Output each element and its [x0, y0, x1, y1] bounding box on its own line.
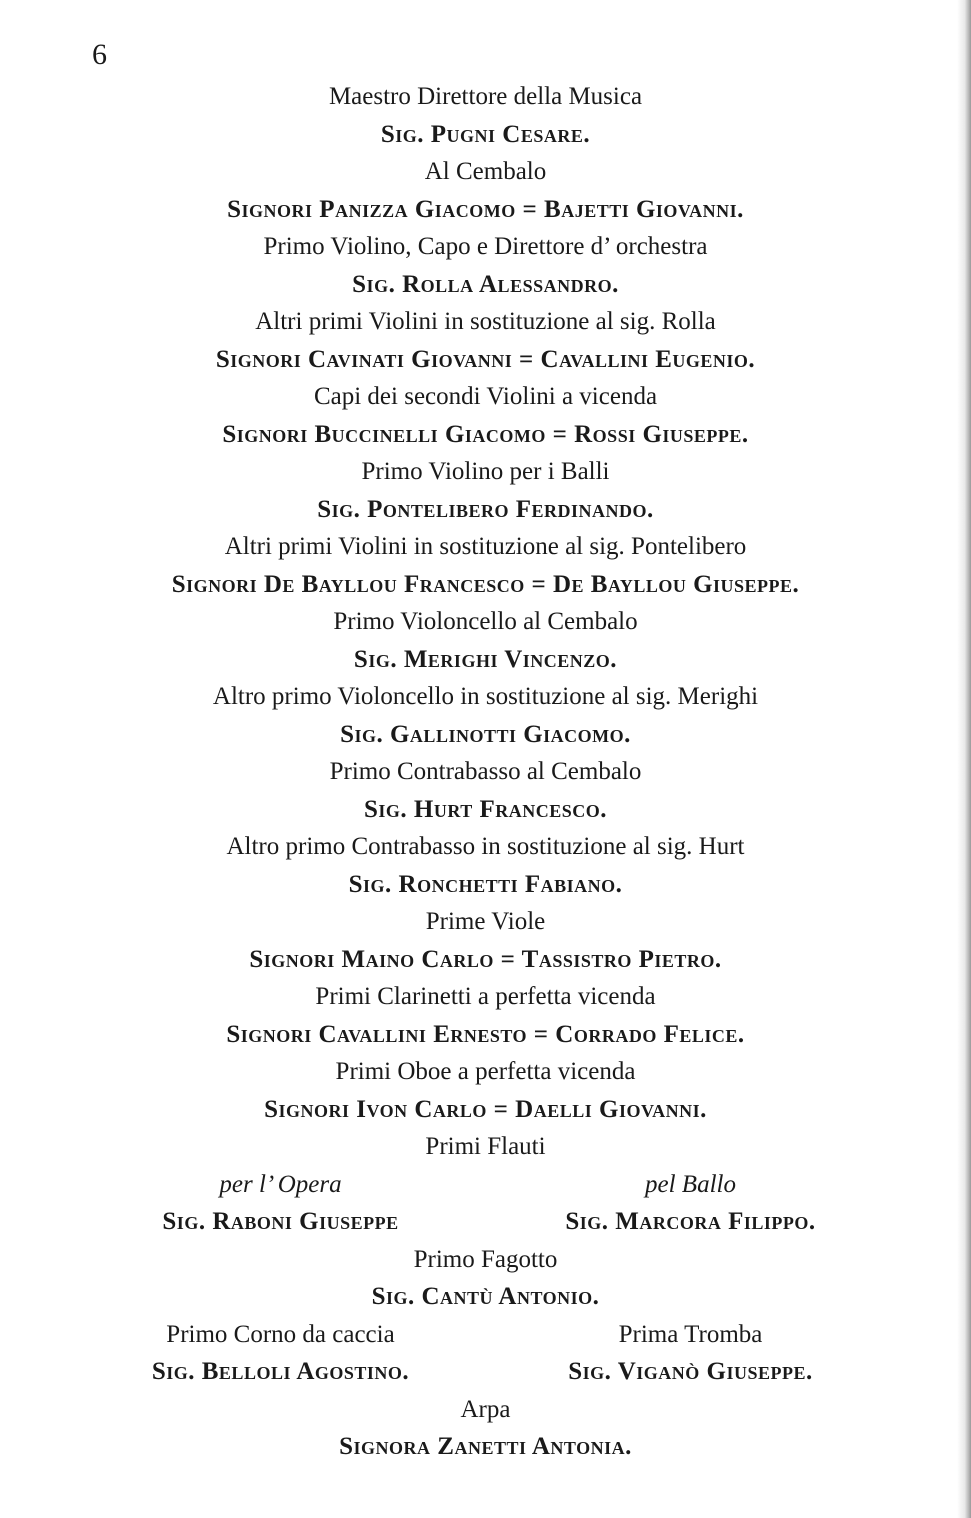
- names-line: Sig. Merighi Vincenzo.: [353, 645, 618, 673]
- corno-name: Sig. Belloli Agostino.: [151, 1358, 410, 1385]
- tromba-name: Sig. Viganò Giuseppe.: [568, 1358, 813, 1385]
- flauti-role-line: Primi Flauti: [425, 1133, 546, 1160]
- role-line: Altri primi Violini in sostituzione al sig. Rolla: [255, 308, 716, 335]
- role-line: Primi Oboe a perfetta vicenda: [335, 1058, 636, 1085]
- role-line: Altro primo Contrabasso in sostituzione al sig. Hurt: [226, 833, 745, 860]
- names-line: Sig. Rolla Alessandro.: [352, 270, 619, 298]
- names-line: Sig. Pugni Cesare.: [380, 120, 591, 148]
- names-line: Signori Maino Carlo = Tassistro Pietro.: [249, 945, 722, 973]
- flauti-names: [0, 1203, 971, 1241]
- opera-label: per l’ Opera: [219, 1170, 342, 1198]
- corno-tromba-roles: [0, 1316, 971, 1354]
- tromba-role: Prima Tromba: [618, 1320, 763, 1348]
- role-line: Altro primo Violoncello in sostituzione al sig. Merighi: [212, 683, 759, 710]
- names-line: Signori Ivon Carlo = Daelli Giovanni.: [264, 1095, 707, 1123]
- ballo-label: pel Ballo: [645, 1170, 736, 1198]
- orchestra-list: [0, 78, 971, 1466]
- ballo-flute-name: Sig. Marcora Filippo.: [565, 1208, 816, 1235]
- fagotto-role-line: Primo Fagotto: [413, 1245, 558, 1273]
- names-line: Signori De Bayllou Francesco = De Bayllou Giuseppe.: [171, 570, 800, 598]
- names-line: Signori Panizza Giacomo = Bajetti Giovanni.: [227, 195, 744, 223]
- role-line: Primi Clarinetti a perfetta vicenda: [315, 983, 656, 1010]
- names-line: Sig. Hurt Francesco.: [363, 795, 607, 823]
- role-line: Primo Contrabasso al Cembalo: [329, 758, 642, 785]
- role-line: Primo Violino, Capo e Direttore d’ orchestra: [263, 233, 708, 260]
- corno-tromba-names: [0, 1353, 971, 1391]
- role-line: Primo Violino per i Balli: [361, 458, 610, 485]
- arpa-role-line: Arpa: [460, 1395, 511, 1423]
- page-number: 6: [92, 38, 107, 71]
- role-line: Primo Violoncello al Cembalo: [333, 608, 638, 635]
- names-line: Sig. Ronchetti Fabiano.: [348, 870, 623, 898]
- fagotto-names-line: Sig. Cantù Antonio.: [371, 1283, 600, 1310]
- role-line: Maestro Direttore della Musica: [328, 83, 643, 110]
- arpa-names-line: Signora Zanetti Antonia.: [339, 1433, 632, 1460]
- names-line: Signori Cavallini Ernesto = Corrado Felice.: [226, 1020, 745, 1048]
- role-line: Altri primi Violini in sostituzione al sig. Pontelibero: [224, 533, 747, 560]
- role-line: Prime Viole: [425, 908, 546, 935]
- names-line: Signori Buccinelli Giacomo = Rossi Giuseppe.: [222, 420, 749, 448]
- corno-role: Primo Corno da caccia: [166, 1320, 395, 1348]
- names-line: Sig. Pontelibero Ferdinando.: [317, 495, 654, 523]
- names-line: Sig. Gallinotti Giacomo.: [340, 720, 631, 748]
- names-line: Signori Cavinati Giovanni = Cavallini Eugenio.: [215, 345, 756, 373]
- opera-flute-name: Sig. Raboni Giuseppe: [162, 1208, 399, 1235]
- role-line: Al Cembalo: [424, 158, 547, 185]
- role-line: Capi dei secondi Violini a vicenda: [313, 383, 658, 410]
- flauti-labels: [0, 1166, 971, 1204]
